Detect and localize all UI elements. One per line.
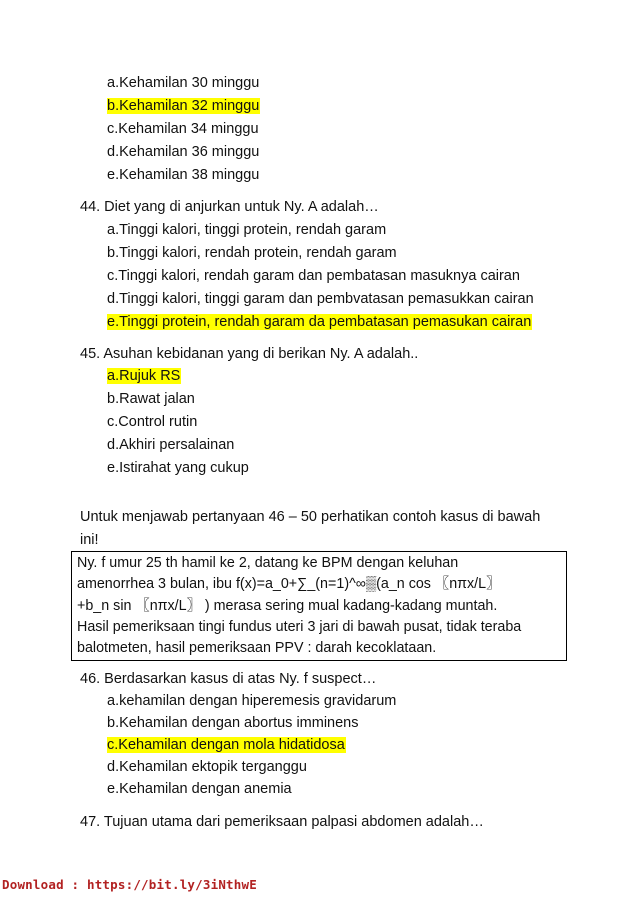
case-text-line2: amenorrhea 3 bulan, ibu f(x)=a_0+∑_(n=1)^∞▒(a_n cos 〖nπx/L〗 [77,576,501,592]
q46-option-e: e.Kehamilan dengan anemia [107,781,292,797]
q45-question: 45. Asuhan kebidanan yang di berikan Ny. A adalah.. [80,346,419,362]
case-intro-line1: Untuk menjawab pertanyaan 46 – 50 perhatikan contoh kasus di bawah [80,509,541,525]
q43-option-e: e.Kehamilan 38 minggu [107,167,260,183]
case-box [71,551,567,661]
q46-option-a: a.kehamilan dengan hiperemesis gravidarum [107,693,397,709]
answer-highlight: e.Tinggi protein, rendah garam da pembatasan pemasukan cairan [107,314,532,330]
q46-option-b: b.Kehamilan dengan abortus imminens [107,715,359,731]
q44-option-d: d.Tinggi kalori, tinggi garam dan pembvatasan pemasukkan cairan [107,291,534,307]
q44-option-a: a.Tinggi kalori, tinggi protein, rendah garam [107,222,387,238]
q43-option-c: c.Kehamilan 34 minggu [107,121,259,137]
q43-option-b [107,96,260,116]
q46-option-d: d.Kehamilan ektopik terganggu [107,759,307,775]
case-text-line5: balotmeten, hasil pemeriksaan PPV : darah kecoklataan. [77,640,437,656]
q45-option-c: c.Control rutin [107,414,198,430]
case-text-line3: +b_n sin 〖nπx/L〗 ) merasa sering mual kadang-kadang muntah. [77,598,498,614]
download-link[interactable]: Download : https://bit.ly/3iNthwE [2,877,257,892]
q45-option-b: b.Rawat jalan [107,391,195,407]
q45-option-e: e.Istirahat yang cukup [107,460,249,476]
case-text-line4: Hasil pemeriksaan tingi fundus uteri 3 jari di bawah pusat, tidak teraba [77,619,522,635]
q45-option-a [107,366,181,386]
q44-option-e [107,312,532,332]
answer-highlight: c.Kehamilan dengan mola hidatidosa [107,737,345,753]
q44-option-b: b.Tinggi kalori, rendah protein, rendah garam [107,245,397,261]
q46-question: 46. Berdasarkan kasus di atas Ny. f suspect… [80,671,377,687]
q47-question: 47. Tujuan utama dari pemeriksaan palpasi abdomen adalah… [80,814,484,830]
q43-option-a: a.Kehamilan 30 minggu [107,75,260,91]
q46-option-c [107,735,346,755]
case-text-line1: Ny. f umur 25 th hamil ke 2, datang ke BPM dengan keluhan [77,555,459,571]
answer-highlight: a.Rujuk RS [107,368,181,384]
q45-option-d: d.Akhiri persalainan [107,437,235,453]
q44-option-c: c.Tinggi kalori, rendah garam dan pembatasan masuknya cairan [107,268,520,284]
case-intro-line2: ini! [80,532,99,548]
q44-question: 44. Diet yang di anjurkan untuk Ny. A adalah… [80,199,379,215]
q43-option-d: d.Kehamilan 36 minggu [107,144,260,160]
answer-highlight: b.Kehamilan 32 minggu [107,98,260,114]
